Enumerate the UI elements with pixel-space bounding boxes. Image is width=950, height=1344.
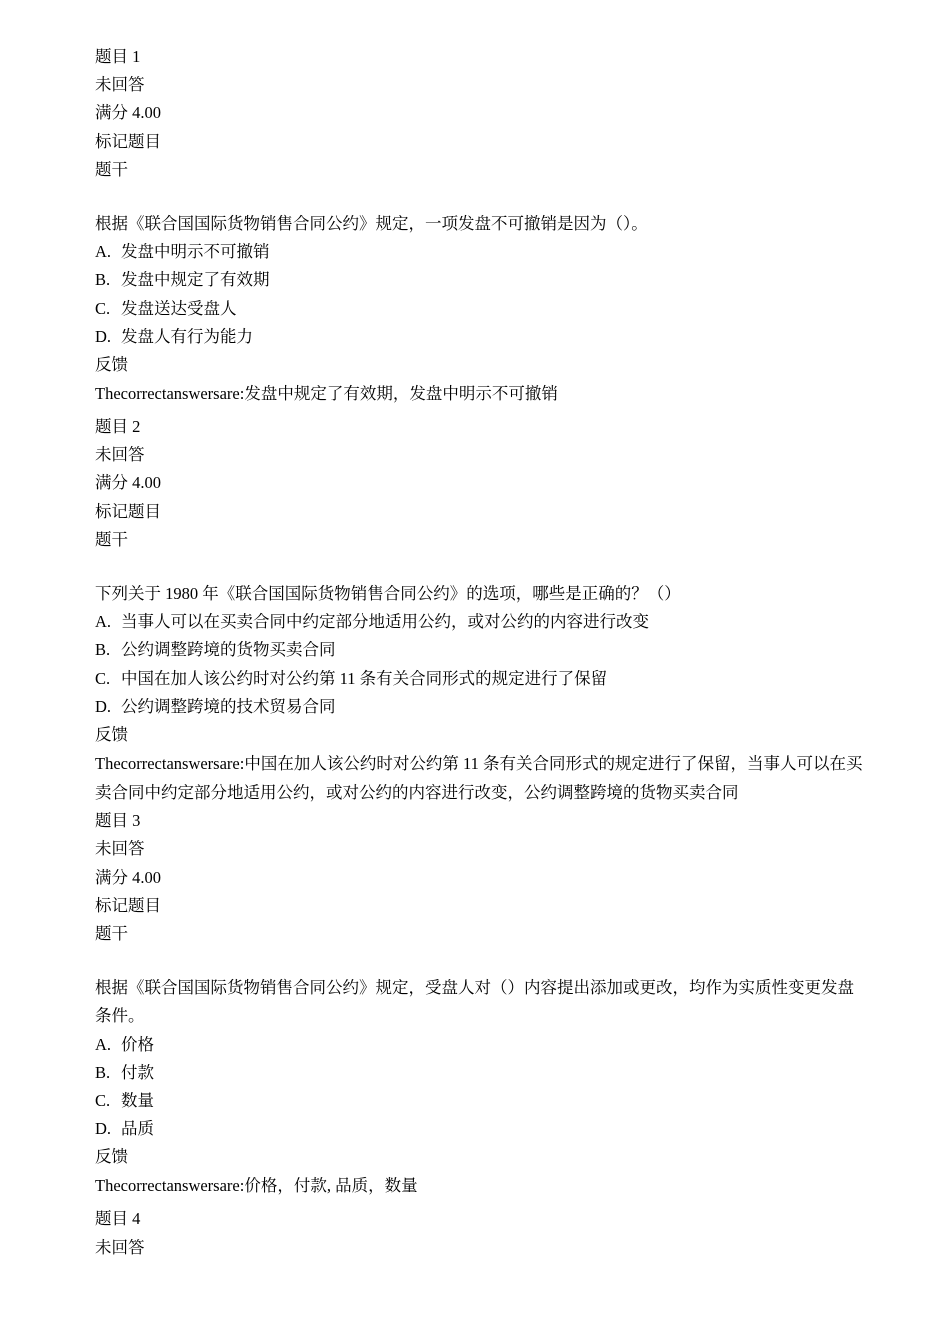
option-text: 公约调整跨境的技术贸易合同 — [121, 696, 336, 716]
option-text: 当事人可以在买卖合同中约定部分地适用公约，或对公约的内容进行改变 — [121, 612, 649, 632]
stem-label: 题干 — [95, 159, 128, 179]
option-text: 公约调整跨境的货物买卖合同 — [121, 640, 336, 660]
question-stem: 下列关于 1980 年《联合国国际货物销售合同公约》的选项，哪些是正确的？（） — [95, 584, 681, 604]
feedback-text: Thecorrectanswersare:中国在加人该公约时对公约第 11 条有关合同形式的规定进行了保留，当事人可以在买卖合同中约定部分地适用公约，或对公约的内容进行改变，公约调整跨境的货物买卖合同 — [95, 754, 863, 803]
flag-question-link[interactable]: 标记题目 — [95, 131, 161, 151]
stem-label: 题干 — [95, 923, 128, 943]
option-b[interactable] — [95, 636, 865, 664]
option-c[interactable] — [95, 295, 865, 323]
question-1 — [95, 43, 865, 408]
option-a[interactable] — [95, 608, 865, 636]
option-b[interactable] — [95, 1059, 865, 1087]
question-title: 题目 3 — [95, 811, 141, 831]
option-letter: C. — [95, 1090, 111, 1110]
option-a[interactable] — [95, 1031, 865, 1059]
option-text: 品质 — [121, 1119, 154, 1139]
option-letter: A. — [95, 242, 112, 262]
flag-question-link[interactable]: 标记题目 — [95, 895, 161, 915]
feedback-text: Thecorrectanswersare:发盘中规定了有效期，发盘中明示不可撤销 — [95, 384, 558, 404]
option-letter: B. — [95, 640, 111, 660]
option-a[interactable] — [95, 238, 865, 266]
option-b[interactable] — [95, 266, 865, 294]
question-stem: 根据《联合国国际货物销售合同公约》规定，一项发盘不可撤销是因为（）。 — [95, 213, 648, 233]
question-status: 未回答 — [95, 445, 145, 465]
question-status: 未回答 — [95, 839, 145, 859]
option-d[interactable] — [95, 1115, 865, 1143]
flag-question-link[interactable]: 标记题目 — [95, 501, 161, 521]
question-status: 未回答 — [95, 1237, 145, 1257]
document-page — [95, 43, 865, 1262]
option-c[interactable] — [95, 665, 865, 693]
option-letter: A. — [95, 1034, 112, 1054]
option-letter: A. — [95, 612, 112, 632]
feedback-label: 反馈 — [95, 354, 128, 374]
question-status: 未回答 — [95, 75, 145, 95]
option-text: 发盘中规定了有效期 — [121, 270, 270, 290]
question-score: 满分 4.00 — [95, 867, 161, 887]
option-letter: C. — [95, 298, 111, 318]
option-letter: B. — [95, 1062, 111, 1082]
question-title: 题目 4 — [95, 1209, 141, 1229]
question-title: 题目 2 — [95, 417, 141, 437]
question-2 — [95, 413, 865, 807]
stem-label: 题干 — [95, 529, 128, 549]
feedback-label: 反馈 — [95, 724, 128, 744]
option-text: 付款 — [121, 1062, 154, 1082]
feedback-label: 反馈 — [95, 1147, 128, 1167]
option-letter: D. — [95, 1119, 112, 1139]
option-text: 发盘中明示不可撤销 — [121, 242, 270, 262]
question-score: 满分 4.00 — [95, 473, 161, 493]
option-d[interactable] — [95, 323, 865, 351]
question-stem: 根据《联合国国际货物销售合同公约》规定，受盘人对（）内容提出添加或更改，均作为实质性变更发盘条件。 — [95, 978, 854, 1026]
question-4 — [95, 1205, 865, 1261]
option-letter: D. — [95, 326, 112, 346]
option-text: 中国在加人该公约时对公约第 11 条有关合同形式的规定进行了保留 — [121, 668, 608, 688]
question-title: 题目 1 — [95, 47, 141, 66]
option-text: 发盘送达受盘人 — [121, 298, 237, 318]
option-letter: D. — [95, 696, 112, 716]
option-text: 发盘人有行为能力 — [121, 326, 253, 346]
option-d[interactable] — [95, 693, 865, 721]
option-text: 价格 — [121, 1034, 154, 1054]
feedback-text: Thecorrectanswersare:价格，付款, 品质，数量 — [95, 1176, 418, 1196]
option-text: 数量 — [121, 1090, 154, 1110]
question-3 — [95, 807, 865, 1200]
option-letter: B. — [95, 270, 111, 290]
question-score: 满分 4.00 — [95, 103, 161, 123]
option-letter: C. — [95, 668, 111, 688]
option-c[interactable] — [95, 1087, 865, 1115]
